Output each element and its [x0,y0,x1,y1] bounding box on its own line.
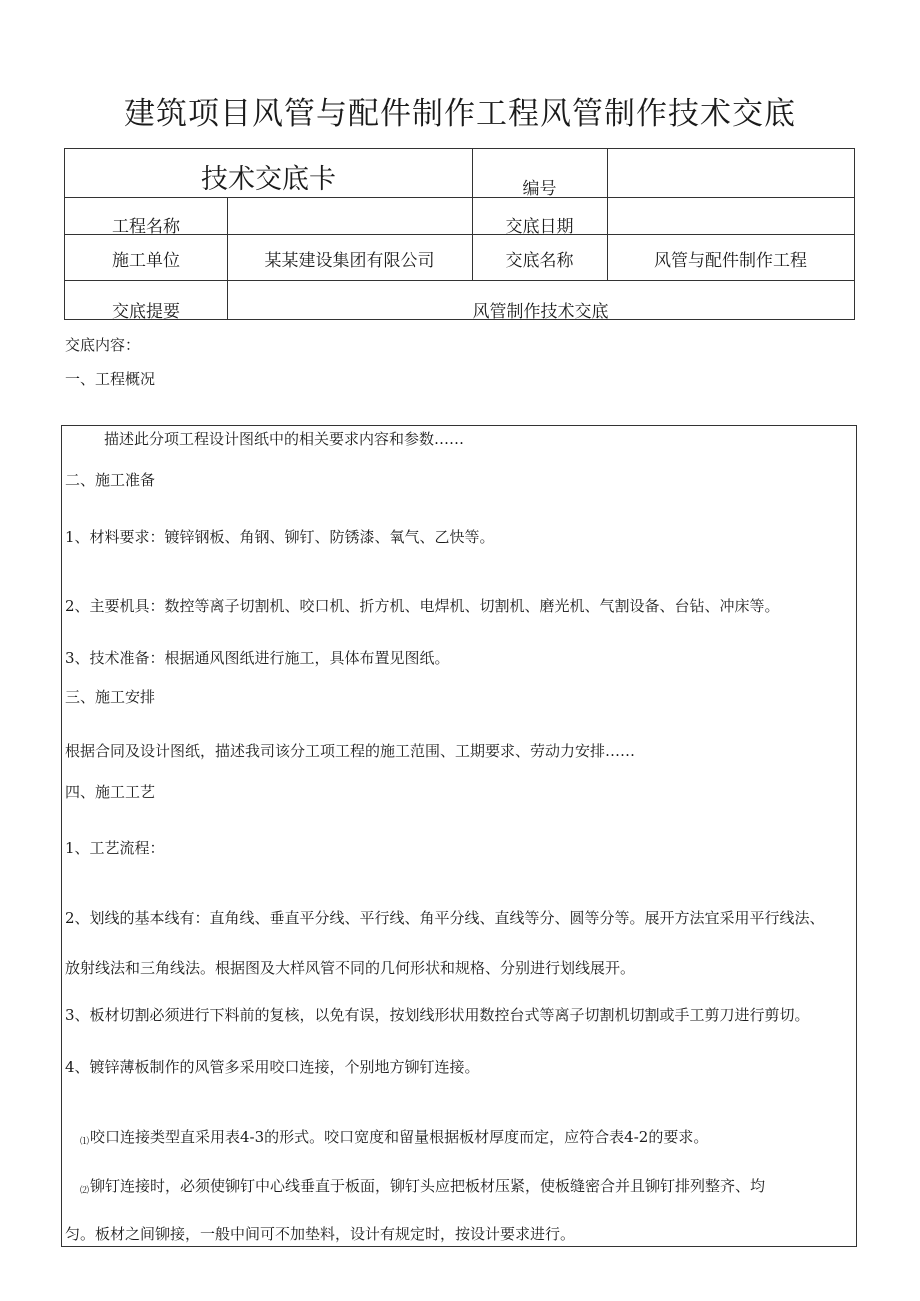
section3-text: 根据合同及设计图纸，描述我司该分工项工程的施工范围、工期要求、劳动力安排…… [65,742,636,760]
list-item: 3、板材切割必须进行下料前的复核，以免有误，按划线形状用数控台式等离子切割机切割或手工剪刀进行剪切。 [65,1006,810,1024]
list-item: 1、工艺流程： [65,839,165,857]
list-item: 1、材料要求：镀锌钢板、角钢、铆钉、防锈漆、氧气、乙快等。 [65,528,495,546]
table-row-divider [65,197,854,198]
subject-label: 交底名称 [505,251,574,271]
contractor-value: 某某建设集团有限公司 [264,251,435,271]
section1-text: 描述此分项工程设计图纸中的相关要求内容和参数…… [104,430,465,448]
sub-item [80,1126,708,1147]
sub-item-text: 铆钉连接时，必须使铆钉中心线垂直于板面，铆钉头应把板材压紧，使板缝密合并且铆钉排列整齐、均 [90,1177,766,1195]
list-item: 4、镀锌薄板制作的风管多采用咬口连接，个别地方铆钉连接。 [65,1058,480,1076]
number-label: 编号 [522,179,557,199]
section2-title: 二、施工准备 [65,471,156,489]
sub-item-marker: ⑴ [80,1137,90,1147]
section4-title: 四、施工工艺 [65,783,156,801]
sub-item-marker: ⑵ [80,1186,90,1196]
list-item: 3、技术准备：根据通风图纸进行施工，具体布置见图纸。 [65,649,450,667]
section3-title: 三、施工安排 [65,688,156,706]
date-label: 交底日期 [505,217,574,237]
header-table [64,148,855,320]
summary-value: 风管制作技术交底 [472,302,609,322]
sub-item-text: 咬口连接类型直采用表4-3的形式。咬口宽度和留量根据板材厚度而定，应符合表4-2的要求。 [90,1128,709,1146]
subject-value: 风管与配件制作工程 [654,251,807,271]
sub-item [80,1175,765,1196]
content-box [61,425,857,1247]
sub-item-continuation: 匀。板材之间铆接，一般中间可不加垫料，设计有规定时，按设计要求进行。 [65,1225,576,1243]
summary-label: 交底提要 [112,302,180,322]
list-item: 2、划线的基本线有：直角线、垂直平分线、平行线、角平分线、直线等分、圆等分等。展开方法宜采用平行线法、 [65,909,825,927]
content-heading: 交底内容： [65,336,141,354]
card-title: 技术交底卡 [201,164,336,195]
list-item: 2、主要机具：数控等离子切割机、咬口机、折方机、电焊机、切割机、磨光机、气割设备、台钻、冲床等。 [65,597,780,615]
table-row-divider [65,280,854,281]
document-title: 建筑项目风管与配件制作工程风管制作技术交底 [124,96,796,132]
contractor-label: 施工单位 [112,251,180,271]
list-item: 放射线法和三角线法。根据图及大样风管不同的几何形状和规格、分别进行划线展开。 [65,959,636,977]
project-name-label: 工程名称 [112,217,180,237]
section1-title: 一、工程概况 [65,370,156,388]
